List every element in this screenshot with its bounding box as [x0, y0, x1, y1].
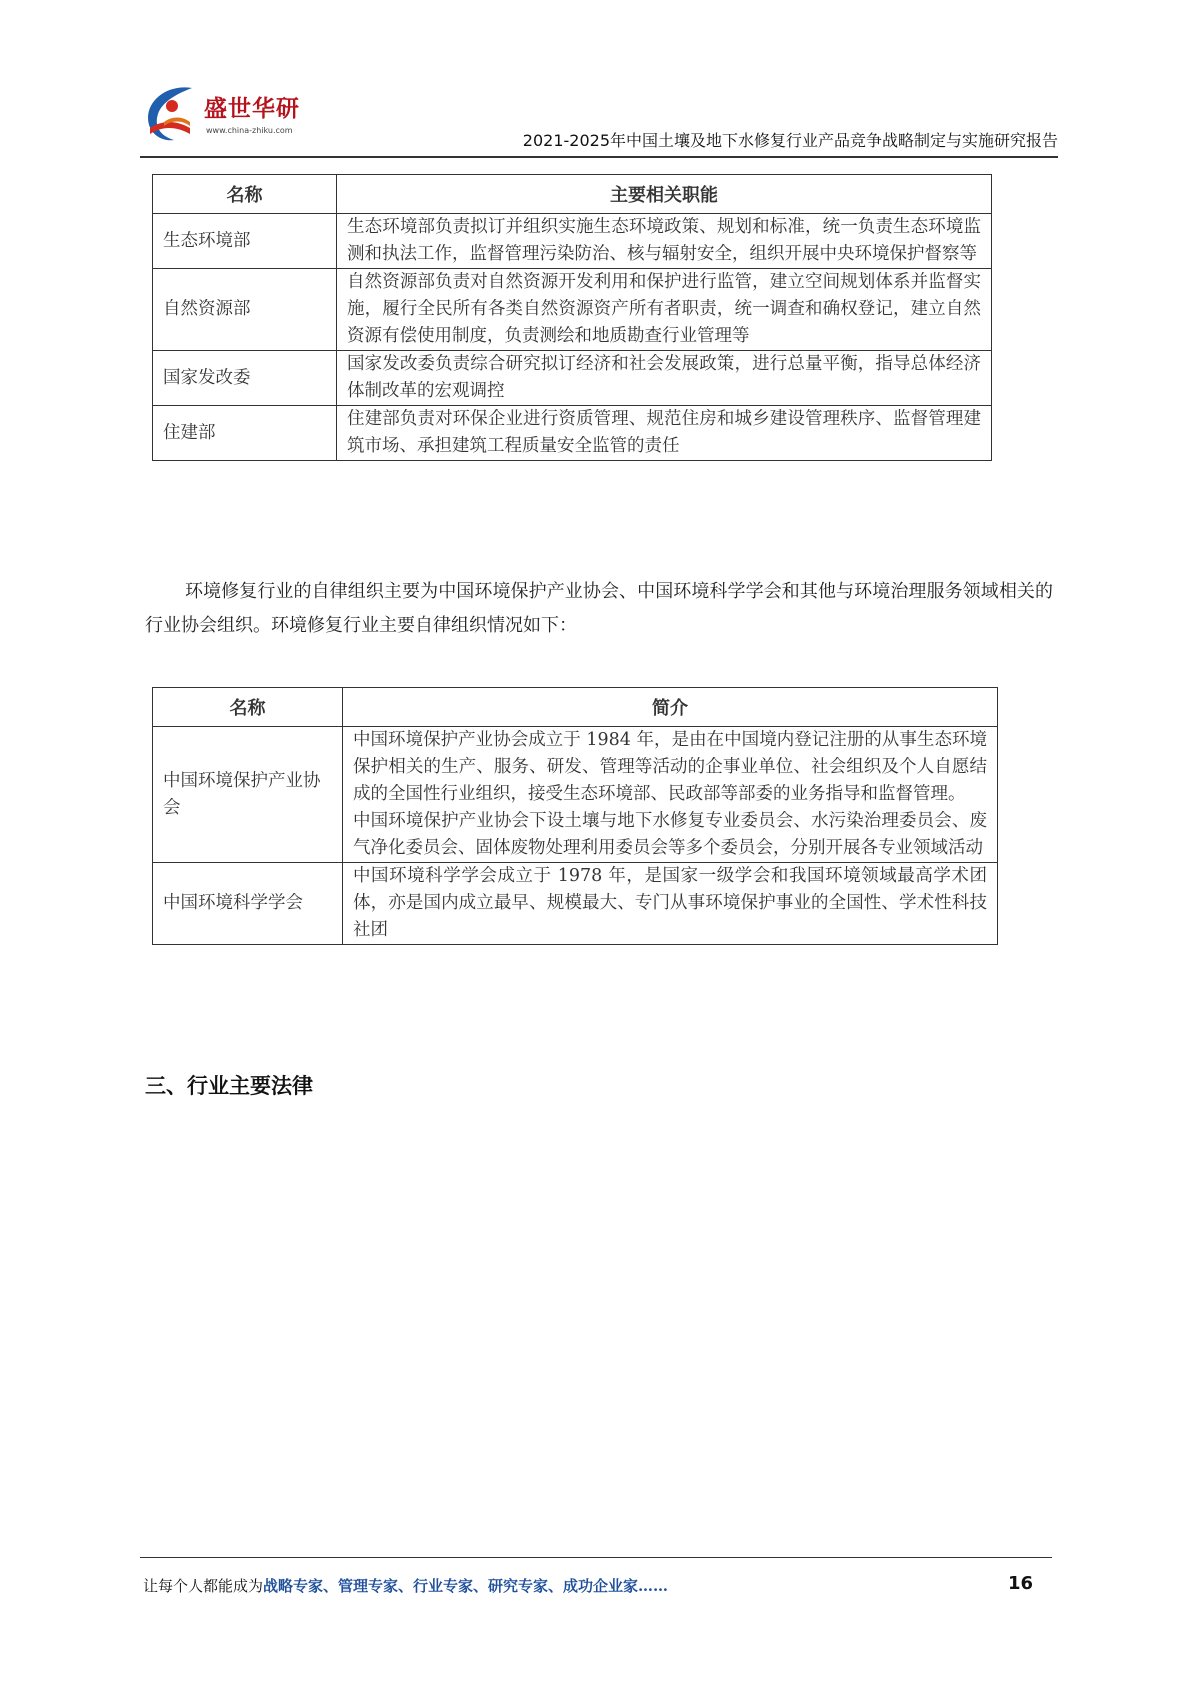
table-row — [153, 406, 992, 461]
slogan-highlight: 战略专家、管理专家、行业专家、研究专家、成功企业家…… — [263, 1577, 669, 1595]
agency-name: 住建部 — [153, 406, 337, 461]
table-row — [153, 351, 992, 406]
self-regulatory-organizations-table — [152, 687, 998, 945]
organization-intro — [343, 727, 998, 863]
agency-functions: 国家发改委负责综合研究拟订经济和社会发展政策，进行总量平衡，指导总体经济体制改革的宏观调控 — [337, 351, 992, 406]
regulators-table — [152, 174, 992, 461]
body-paragraph: 环境修复行业的自律组织主要为中国环境保护产业协会、中国环境科学学会和其他与环境治理服务领域相关的行业协会组织。环境修复行业主要自律组织情况如下： — [145, 581, 1053, 636]
agency-functions: 自然资源部负责对自然资源开发利用和保护进行监管，建立空间规划体系并监督实施，履行全民所有各类自然资源资产所有者职责，统一调查和确权登记，建立自然资源有偿使用制度，负责测绘和地质勘查行业管理等 — [337, 269, 992, 351]
agency-name: 自然资源部 — [153, 269, 337, 351]
report-title: 2021-2025年中国土壤及地下水修复行业产品竞争战略制定与实施研究报告 — [522, 131, 1058, 150]
intro-paragraph: 中国环境保护产业协会下设土壤与地下水修复专业委员会、水污染治理委员会、废气净化委员会、固体废物处理利用委员会等多个委员会，分别开展各专业领域活动 — [353, 811, 987, 858]
organization-name: 中国环境科学学会 — [153, 863, 343, 945]
header-divider — [140, 156, 1058, 158]
footer-divider — [140, 1557, 1052, 1558]
column-header-intro: 简介 — [343, 688, 998, 727]
organization-intro — [343, 863, 998, 945]
column-header-name: 名称 — [153, 688, 343, 727]
column-header-functions: 主要相关职能 — [337, 175, 992, 214]
table-header-row — [153, 175, 992, 214]
table-row — [153, 214, 992, 269]
agency-functions: 生态环境部负责拟订并组织实施生态环境政策、规划和标准，统一负责生态环境监测和执法工作，监督管理污染防治、核与辐射安全，组织开展中央环境保护督察等 — [337, 214, 992, 269]
logo-name: 盛世华研 — [204, 96, 300, 122]
section-title: 三、行业主要法律 — [145, 1074, 313, 1098]
agency-name: 国家发改委 — [153, 351, 337, 406]
page-header — [140, 80, 1058, 158]
table-row — [153, 863, 998, 945]
column-header-name: 名称 — [153, 175, 337, 214]
intro-paragraph: 中国环境科学学会成立于 1978 年，是国家一级学会和我国环境领域最高学术团体，亦是国内成立最早、规模最大、专门从事环境保护事业的全国性、学术性科技社团 — [353, 866, 987, 940]
organization-name: 中国环境保护产业协会 — [153, 727, 343, 863]
agency-functions: 住建部负责对环保企业进行资质管理、规范住房和城乡建设管理秩序、监督管理建筑市场、承担建筑工程质量安全监管的责任 — [337, 406, 992, 461]
page-number: 16 — [1008, 1573, 1034, 1594]
intro-paragraph: 中国环境保护产业协会成立于 1984 年，是由在中国境内登记注册的从事生态环境保护相关的生产、服务、研发、管理等活动的企事业单位、社会组织及个人自愿结成的全国性行业组织，接受生态环境部、民政部等部委的业务指导和监督管理。 — [353, 730, 987, 804]
logo-url: www.china-zhiku.com — [206, 126, 293, 135]
table-row — [153, 269, 992, 351]
company-logo — [140, 82, 310, 150]
footer-slogan — [143, 1575, 668, 1596]
agency-name: 生态环境部 — [153, 214, 337, 269]
logo-emblem-icon — [140, 82, 204, 146]
table-header-row — [153, 688, 998, 727]
slogan-prefix: 让每个人都能成为 — [143, 1577, 264, 1595]
table-row — [153, 727, 998, 863]
